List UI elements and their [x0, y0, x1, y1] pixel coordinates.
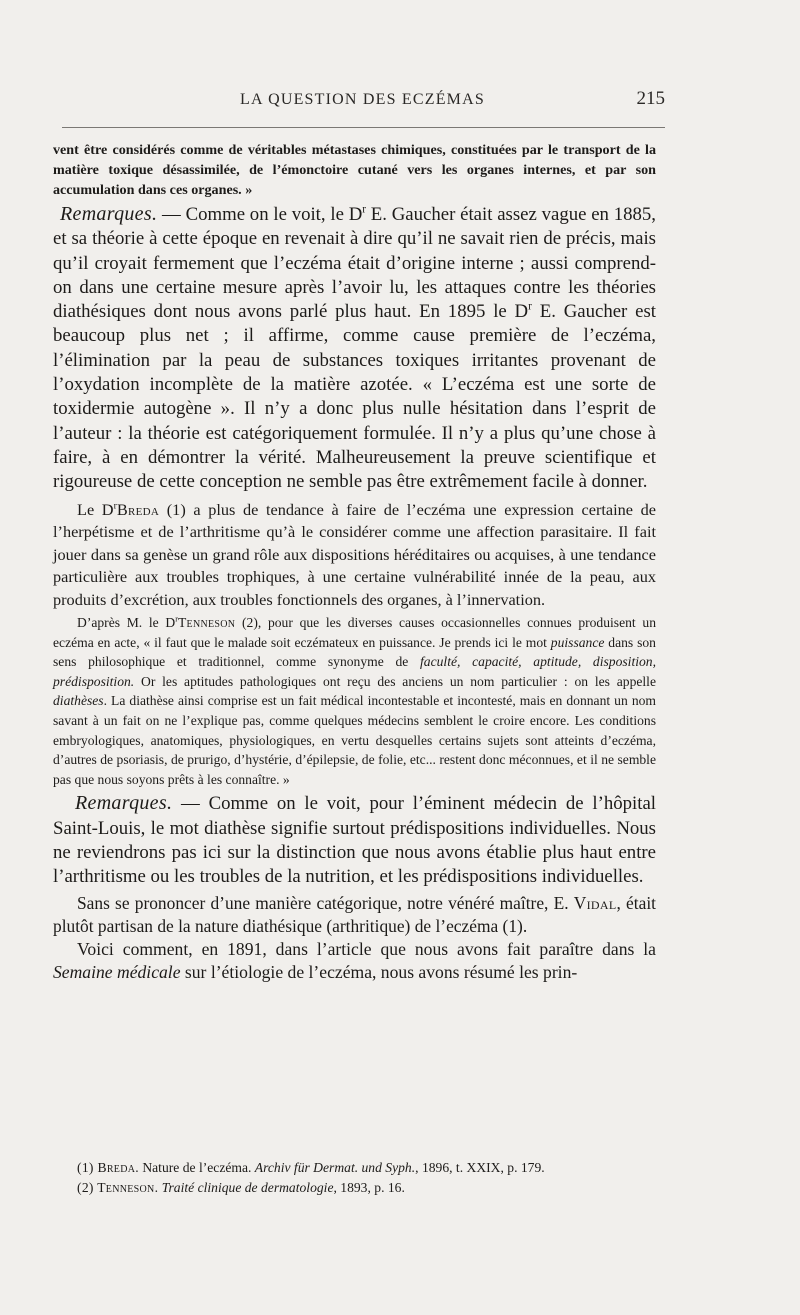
paragraph-voici: Voici comment, en 1891, dans l’article que nous avons fait paraître dans la Semaine médicale sur l’étiologie de l’eczéma, nous avons résumé les prin- — [53, 938, 656, 982]
page-header — [60, 86, 665, 116]
body-text — [53, 140, 656, 984]
paragraph-breda: Le $D^rBreda$ (1) a plus de tendance à faire de l’eczéma une expression certaine de l’herpétisme et de l’arthritisme qu’à le considérer comme une affection parasitaire. Il fait jouer dans sa genèse un grand rôle aux dispositions héréditaires ou acquises, à une tendance particulière aux troubles trophiques, à une certaine vulnérabilité innée de la peau, aux produits d’excrétion, aux troubles fonctionnels des organes, à l’innervation. — [53, 499, 656, 609]
paragraph-tenneson-quote: D’après M. le $D^rTenneson$ (2), pour que les diverses causes occasionnelles connues produisent un eczéma en acte, « il faut que le malade soit eczémateux en puissance. Je prends ici le mot puissance dans son sens philosophique et traditionnel, comme synonyme de faculté, capacité, aptitude, disposition, prédisposition. Or les aptitudes pathologiques ont reçu des anciens un nom particulier : on les appelle diathèses. La diathèse ainsi comprise est un fait médical incontestable et incontesté, mais en donnant un nom savant à un fait on ne l’explique pas, comme quelques médecins semblent le croire encore. Les conditions embryologiques, anatomiques, physiologiques, en vertu desquelles certains sujets sont atteints d’eczéma, d’autres de psoriasis, de prurigo, d’hystérie, d’épilepsie, de folie, etc... restent donc méconnues, et il ne semble pas que nous soyons prêts à les connaître. » — [53, 614, 656, 787]
page-number: 215 — [636, 88, 665, 109]
author-name: Vidal — [573, 892, 617, 913]
paragraph-remarques-gaucher: Remarques. — Comme on le voit, le $D^r$ E. Gaucher était assez vague en 1885, et sa théorie à cette époque en revenait à dire qu’il ne savait rien de précis, mais qu’il croyait fermement que l’eczéma était d’origine interne ; aussi comprend-on dans une certaine mesure après l’avoir lu, les attaques contre les théories diathésiques dont nous avons parlé plus haut. En 1895 le $D^r$ E. Gaucher est beaucoup plus net ; il affirme, comme cause première de l’eczéma, l’élimination par la peau de substances toxiques irritantes provenant de l’oxydation incomplète de la matière azotée. « L’eczéma est une sorte de toxidermie autogène ». Il n’y a donc plus nulle hésitation dans l’esprit de l’auteur : la théorie est catégoriquement formulée. Il n’y a plus qu’une chose à faire, à en démontrer la vérité. Malheureusement la preuve scientifique et rigoureuse de cette conception ne semble pas être extrêmement facile à donner. — [53, 203, 656, 493]
header-rule — [62, 127, 665, 128]
remark-label: Remarques. — [60, 203, 158, 225]
quote-continuation: vent être considérés comme de véritables métastases chimiques, constituées par le transport de la matière toxique désassimilée, de l’émonctoire cutané vers les organes internes, et par son accumulation dans ces organes. » — [53, 142, 656, 198]
remark-label: Remarques. — [75, 792, 173, 815]
footnote-2: (2) Tenneson. Traité clinique de dermatologie, 1893, p. 16. — [77, 1180, 405, 1195]
footnote-1: (1) Breda. Nature de l’eczéma. Archiv für Dermat. und Syph., 1896, t. XXIX, p. 179. — [77, 1160, 545, 1175]
paragraph-vidal: Sans se prononcer d’une manière catégorique, notre vénéré maître, E. Vidal, était plutôt partisan de la nature diathésique (arthritique) de l’eczéma (1). — [53, 892, 656, 936]
author-name: Tenneson — [177, 615, 236, 631]
paragraph-remarques-diathese: Remarques. — Comme on le voit, pour l’éminent médecin de l’hôpital Saint-Louis, le mot diathèse signifie surtout prédispositions individuelles. Nous ne reviendrons pas ici sur la distinction que nous avons établie plus haut entre l’arthritisme ou les troubles de la nutrition, et les prédispositions individuelles. — [53, 792, 656, 888]
running-title: LA QUESTION DES ECZÉMAS — [240, 91, 485, 108]
author-name: Breda — [116, 499, 160, 519]
footnotes — [53, 1158, 656, 1198]
